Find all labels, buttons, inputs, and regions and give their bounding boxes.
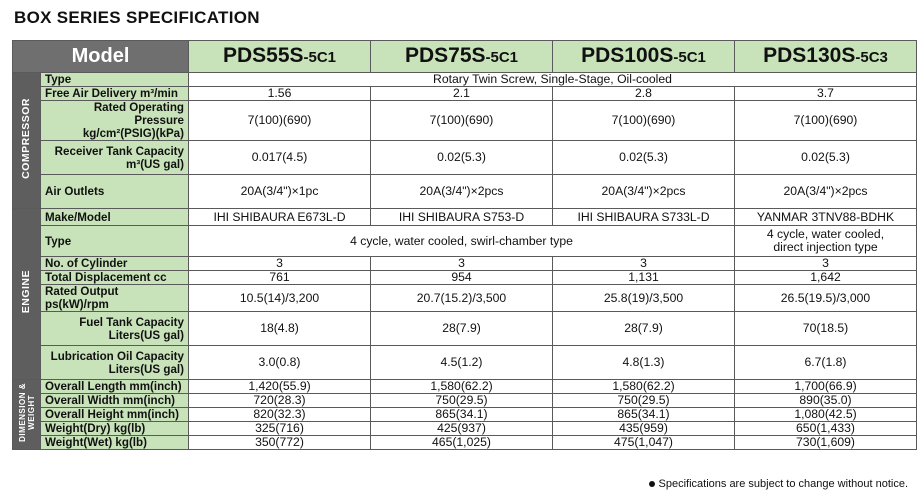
cell: 350(772) <box>189 436 371 450</box>
cell: 954 <box>371 271 553 285</box>
table-row <box>13 73 917 87</box>
row-label: Weight(Wet) kg(lb) <box>41 436 189 450</box>
cell: 4.5(1.2) <box>371 346 553 380</box>
row-label: Free Air Delivery m³/min <box>41 87 189 101</box>
table-row <box>13 436 917 450</box>
row-label: Fuel Tank Capacity Liters(US gal) <box>41 312 189 346</box>
cell: IHI SHIBAURA E673L-D <box>189 209 371 226</box>
row-label: Type <box>41 73 189 87</box>
cell: 6.7(1.8) <box>735 346 917 380</box>
row-label: Total Displacement cc <box>41 271 189 285</box>
model-header-pds75s: PDS75S-5C1 <box>371 41 553 73</box>
cell: 435(959) <box>553 422 735 436</box>
category-engine: ENGINE <box>13 209 41 380</box>
row-label: Overall Length mm(inch) <box>41 380 189 394</box>
cell: 425(937) <box>371 422 553 436</box>
cell: 1,131 <box>553 271 735 285</box>
cell: 2.1 <box>371 87 553 101</box>
cell: 730(1,609) <box>735 436 917 450</box>
cell: 7(100)(690) <box>735 101 917 141</box>
cell: 4 cycle, water cooled, swirl-chamber type <box>189 226 735 257</box>
table-row <box>13 257 917 271</box>
row-label: Make/Model <box>41 209 189 226</box>
table-row <box>13 175 917 209</box>
model-header-pds130s: PDS130S-5C3 <box>735 41 917 73</box>
table-row <box>13 271 917 285</box>
cell: Rotary Twin Screw, Single-Stage, Oil-cooled <box>189 73 917 87</box>
table-row <box>13 394 917 408</box>
cell: 0.02(5.3) <box>371 141 553 175</box>
cell: 20A(3/4")×2pcs <box>553 175 735 209</box>
cell: 7(100)(690) <box>553 101 735 141</box>
cell: 325(716) <box>189 422 371 436</box>
cell: 20.7(15.2)/3,500 <box>371 285 553 312</box>
header-row <box>13 41 917 73</box>
cell: 25.8(19)/3,500 <box>553 285 735 312</box>
cell: 1,580(62.2) <box>371 380 553 394</box>
cell: 820(32.3) <box>189 408 371 422</box>
cell: 1,700(66.9) <box>735 380 917 394</box>
cell: 26.5(19.5)/3,000 <box>735 285 917 312</box>
table-row <box>13 408 917 422</box>
cell: 865(34.1) <box>553 408 735 422</box>
model-label: Model <box>13 41 189 73</box>
table-row <box>13 87 917 101</box>
cell: 650(1,433) <box>735 422 917 436</box>
model-header-pds55s: PDS55S-5C1 <box>189 41 371 73</box>
table-row <box>13 380 917 394</box>
row-label: Rated Operating Pressure kg/cm²(PSIG)(kPa) <box>41 101 189 141</box>
cell: 865(34.1) <box>371 408 553 422</box>
row-label: Overall Width mm(inch) <box>41 394 189 408</box>
table-row <box>13 346 917 380</box>
cell: 7(100)(690) <box>371 101 553 141</box>
cell: 750(29.5) <box>553 394 735 408</box>
model-header-pds100s: PDS100S-5C1 <box>553 41 735 73</box>
cell: 28(7.9) <box>553 312 735 346</box>
cell: 761 <box>189 271 371 285</box>
cell: IHI SHIBAURA S753-D <box>371 209 553 226</box>
table-row <box>13 101 917 141</box>
cell: 1,642 <box>735 271 917 285</box>
cell: 1,580(62.2) <box>553 380 735 394</box>
table-row <box>13 285 917 312</box>
cell: 720(28.3) <box>189 394 371 408</box>
footnote-text: Specifications are subject to change without notice. <box>658 478 908 490</box>
cell: 475(1,047) <box>553 436 735 450</box>
page-title: BOX SERIES SPECIFICATION <box>14 8 260 27</box>
row-label: Overall Height mm(inch) <box>41 408 189 422</box>
cell: 1,420(55.9) <box>189 380 371 394</box>
cell: 750(29.5) <box>371 394 553 408</box>
cell: 20A(3/4")×2pcs <box>735 175 917 209</box>
category-compressor: COMPRESSOR <box>13 73 41 209</box>
table-row <box>13 141 917 175</box>
cell: 28(7.9) <box>371 312 553 346</box>
cell: 3.7 <box>735 87 917 101</box>
footnote <box>649 478 908 490</box>
cell: 0.02(5.3) <box>553 141 735 175</box>
table-row <box>13 226 917 257</box>
row-label: Lubrication Oil Capacity Liters(US gal) <box>41 346 189 380</box>
row-label: Rated Output ps(kW)/rpm <box>41 285 189 312</box>
cell: 0.017(4.5) <box>189 141 371 175</box>
cell: 10.5(14)/3,200 <box>189 285 371 312</box>
cell: 20A(3/4")×1pc <box>189 175 371 209</box>
row-label: No. of Cylinder <box>41 257 189 271</box>
cell: 1.56 <box>189 87 371 101</box>
cell: YANMAR 3TNV88-BDHK <box>735 209 917 226</box>
table-row <box>13 312 917 346</box>
row-label: Air Outlets <box>41 175 189 209</box>
row-label: Type <box>41 226 189 257</box>
cell: 890(35.0) <box>735 394 917 408</box>
cell: 3 <box>189 257 371 271</box>
cell: 4.8(1.3) <box>553 346 735 380</box>
table-row <box>13 422 917 436</box>
cell: 1,080(42.5) <box>735 408 917 422</box>
table-row <box>13 209 917 226</box>
cell: 18(4.8) <box>189 312 371 346</box>
cell: 7(100)(690) <box>189 101 371 141</box>
cell: 3.0(0.8) <box>189 346 371 380</box>
bullet-icon <box>649 481 655 487</box>
cell: 20A(3/4")×2pcs <box>371 175 553 209</box>
row-label: Receiver Tank Capacity m³(US gal) <box>41 141 189 175</box>
cell: 0.02(5.3) <box>735 141 917 175</box>
cell: 3 <box>735 257 917 271</box>
category-dimension-weight: DIMENSION & WEIGHT <box>13 380 41 450</box>
cell: 4 cycle, water cooled, direct injection type <box>735 226 917 257</box>
cell: 2.8 <box>553 87 735 101</box>
cell: 3 <box>553 257 735 271</box>
row-label: Weight(Dry) kg(lb) <box>41 422 189 436</box>
cell: 465(1,025) <box>371 436 553 450</box>
cell: 70(18.5) <box>735 312 917 346</box>
cell: IHI SHIBAURA S733L-D <box>553 209 735 226</box>
spec-table <box>12 40 917 450</box>
cell: 3 <box>371 257 553 271</box>
